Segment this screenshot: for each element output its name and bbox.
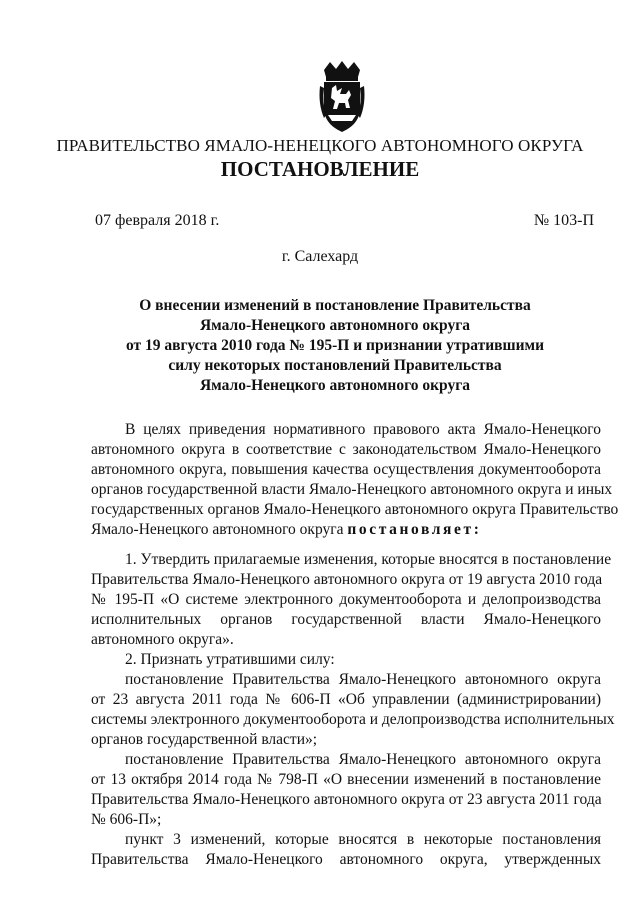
title-line: от 19 августа 2010 года № 195-П и признании утратившими [125, 337, 545, 354]
title-line: силу некоторых постановлений Правительства [168, 357, 502, 374]
preamble-line: автономного округа в соответствие с законодательством Ямало-Ненецкого [91, 441, 601, 458]
item1-line: автономного округа». [91, 631, 234, 648]
sub3-line: Правительства Ямало-Ненецкого автономного округа, утвержденных [91, 851, 601, 868]
document-body [91, 420, 619, 870]
document-type: ПОСТАНОВЛЕНИЕ [220, 157, 420, 181]
sub2-line: Правительства Ямало-Ненецкого автономного округа от 23 августа 2011 года [91, 791, 602, 808]
title-line: Ямало-Ненецкого автономного округа [199, 317, 470, 334]
preamble-line: автономного округа, повышения качества осуществления документооборота [91, 461, 601, 478]
document-date: 07 февраля 2018 г. [95, 212, 220, 229]
title-line: Ямало-Ненецкого автономного округа [199, 377, 470, 394]
sub2-line: от 13 октября 2014 года № 798-П «О внесении изменений в постановление [91, 771, 601, 788]
sub2-line: постановление Правительства Ямало-Ненецкого автономного округа [125, 751, 601, 768]
item1-line: № 195-П «О системе электронного документооборота и делопроизводства [91, 591, 601, 608]
sub3-line: пункт 3 изменений, которые вносятся в некоторые постановления [125, 831, 601, 848]
document-number: № 103-П [533, 212, 594, 229]
title-line: О внесении изменений в постановление Правительства [139, 297, 531, 314]
resolves-word: постановляет: [347, 521, 482, 538]
preamble-line: государственных органов Ямало-Ненецкого автономного округа Правительство [91, 501, 619, 518]
item1-line: 1. Утвердить прилагаемые изменения, которые вносятся в постановление [125, 551, 612, 568]
sub1-line: системы электронного документооборота и делопроизводства исполнительных [91, 711, 615, 728]
sub1-line: от 23 августа 2011 года № 606-П «Об управлении (администрировании) [91, 691, 601, 708]
sub2-line: № 606-П»; [91, 811, 162, 828]
preamble-line: органов государственной власти Ямало-Ненецкого автономного округа и иных [91, 481, 613, 498]
item2-heading: 2. Признать утратившими силу: [125, 651, 335, 668]
preamble-line: В целях приведения нормативного правового акта Ямало-Ненецкого [125, 421, 601, 438]
item1-line: исполнительных органов государственной власти Ямало-Ненецкого [91, 611, 601, 628]
sub1-line: постановление Правительства Ямало-Ненецкого автономного округа [125, 671, 601, 688]
government-name: ПРАВИТЕЛЬСТВО ЯМАЛО-НЕНЕЦКОГО АВТОНОМНОГО ОКРУГА [56, 136, 584, 155]
coat-of-arms-emblem [318, 60, 366, 136]
document-title [100, 296, 570, 396]
document-city: г. Салехард [281, 248, 359, 265]
preamble-last: Ямало-Ненецкого автономного округа [91, 521, 344, 538]
preamble-line [91, 520, 601, 540]
item1-line: Правительства Ямало-Ненецкого автономного округа от 19 августа 2010 года [91, 571, 603, 588]
sub1-line: органов государственной власти»; [91, 731, 318, 748]
